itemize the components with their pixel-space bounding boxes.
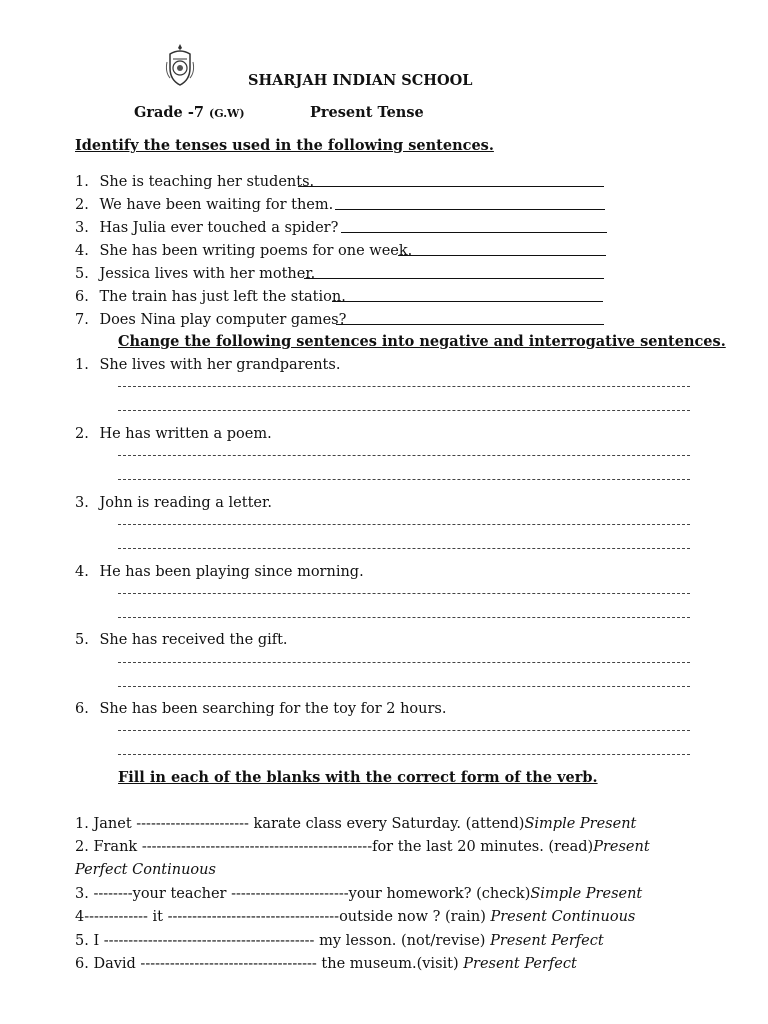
item-text: Has Julia ever touched a spider? xyxy=(99,220,339,236)
list-item xyxy=(75,564,364,580)
section1-heading: Identify the tenses used in the following sentences. xyxy=(75,137,494,154)
item-text: She lives with her grandparents. xyxy=(99,357,341,373)
grade-text: Grade -7 xyxy=(134,104,204,121)
item-number: 5. xyxy=(75,266,89,282)
item-number: 1. xyxy=(75,174,89,190)
fill-blank-item xyxy=(75,933,604,949)
answer-line-interrogative[interactable] xyxy=(118,754,690,755)
fill-blank-item xyxy=(75,816,636,832)
answer-line-interrogative[interactable] xyxy=(118,548,690,549)
answer-blank[interactable] xyxy=(335,197,605,210)
item-text: We have been waiting for them. xyxy=(99,197,334,213)
item-text: She has been writing poems for one week. xyxy=(99,243,413,259)
list-item xyxy=(75,243,412,259)
school-name: SHARJAH INDIAN SCHOOL xyxy=(248,72,473,89)
answer-blank[interactable] xyxy=(332,289,603,302)
item-text: 2. Frank -----------------------------------------------for the last 20 minutes. (read) xyxy=(75,839,594,855)
item-text: 5. I ------------------------------------------- my lesson. (not/revise) xyxy=(75,933,491,949)
fill-blank-item xyxy=(75,886,642,902)
answer-line-negative[interactable] xyxy=(118,662,690,663)
list-item xyxy=(75,197,333,213)
list-item xyxy=(75,701,446,717)
answer-line-negative[interactable] xyxy=(118,730,690,731)
fill-blank-item-continued xyxy=(75,862,216,878)
item-number: 7. xyxy=(75,312,89,328)
item-text: John is reading a letter. xyxy=(99,495,272,511)
tense-hint: Simple Present xyxy=(524,816,637,832)
answer-line-negative[interactable] xyxy=(118,455,690,456)
item-text: He has written a poem. xyxy=(99,426,272,442)
item-text: 1. Janet ----------------------- karate class every Saturday. (attend) xyxy=(75,816,525,832)
list-item xyxy=(75,357,340,373)
list-item xyxy=(75,632,288,648)
answer-blank[interactable] xyxy=(304,266,604,279)
item-number: 2. xyxy=(75,197,89,213)
answer-blank[interactable] xyxy=(298,174,604,187)
tense-hint: Simple Present xyxy=(530,886,643,902)
item-text: She has received the gift. xyxy=(99,632,288,648)
answer-line-interrogative[interactable] xyxy=(118,617,690,618)
fill-blank-item xyxy=(75,956,577,972)
tense-hint: Present xyxy=(593,839,650,855)
item-number: 4. xyxy=(75,243,89,259)
section2-heading: Change the following sentences into negative and interrogative sentences. xyxy=(118,333,726,350)
fill-blank-item xyxy=(75,909,635,925)
fill-blank-item xyxy=(75,839,650,855)
item-number: 3. xyxy=(75,495,89,511)
section3-heading: Fill in each of the blanks with the correct form of the verb. xyxy=(118,769,598,786)
item-text: Jessica lives with her mother. xyxy=(99,266,316,282)
tense-hint: Present Continuous xyxy=(490,909,636,925)
item-number: 6. xyxy=(75,701,89,717)
item-text: She has been searching for the toy for 2 hours. xyxy=(99,701,447,717)
section-text: (G.W) xyxy=(209,107,245,120)
item-number: 6. xyxy=(75,289,89,305)
list-item xyxy=(75,312,346,328)
answer-line-interrogative[interactable] xyxy=(118,410,690,411)
answer-line-negative[interactable] xyxy=(118,593,690,594)
item-number: 4. xyxy=(75,564,89,580)
item-text: 4------------- it -----------------------------------outside now ? (rain) xyxy=(75,909,491,925)
answer-blank[interactable] xyxy=(341,220,607,233)
school-crest-logo xyxy=(164,42,196,88)
item-text: She is teaching her students. xyxy=(99,174,315,190)
item-number: 1. xyxy=(75,357,89,373)
item-text: He has been playing since morning. xyxy=(99,564,364,580)
item-text: The train has just left the station. xyxy=(99,289,346,305)
answer-line-negative[interactable] xyxy=(118,524,690,525)
item-text: Does Nina play computer games? xyxy=(99,312,347,328)
list-item xyxy=(75,289,346,305)
list-item xyxy=(75,174,314,190)
list-item xyxy=(75,266,315,282)
answer-line-interrogative[interactable] xyxy=(118,686,690,687)
item-number: 3. xyxy=(75,220,89,236)
tense-hint: Present Perfect xyxy=(490,933,604,949)
item-number: 5. xyxy=(75,632,89,648)
answer-line-negative[interactable] xyxy=(118,386,690,387)
tense-hint: Present Perfect xyxy=(463,956,577,972)
answer-line-interrogative[interactable] xyxy=(118,479,690,480)
topic-title: Present Tense xyxy=(310,104,424,121)
answer-blank[interactable] xyxy=(398,243,606,256)
item-text: 3. --------your teacher ------------------------your homework? (check) xyxy=(75,886,531,902)
item-number: 2. xyxy=(75,426,89,442)
grade-label xyxy=(134,104,245,121)
list-item xyxy=(75,495,272,511)
list-item xyxy=(75,426,272,442)
item-text: 6. David ------------------------------------ the museum.(visit) xyxy=(75,956,464,972)
list-item xyxy=(75,220,338,236)
tense-hint: Perfect Continuous xyxy=(75,862,216,878)
answer-blank[interactable] xyxy=(336,312,604,325)
